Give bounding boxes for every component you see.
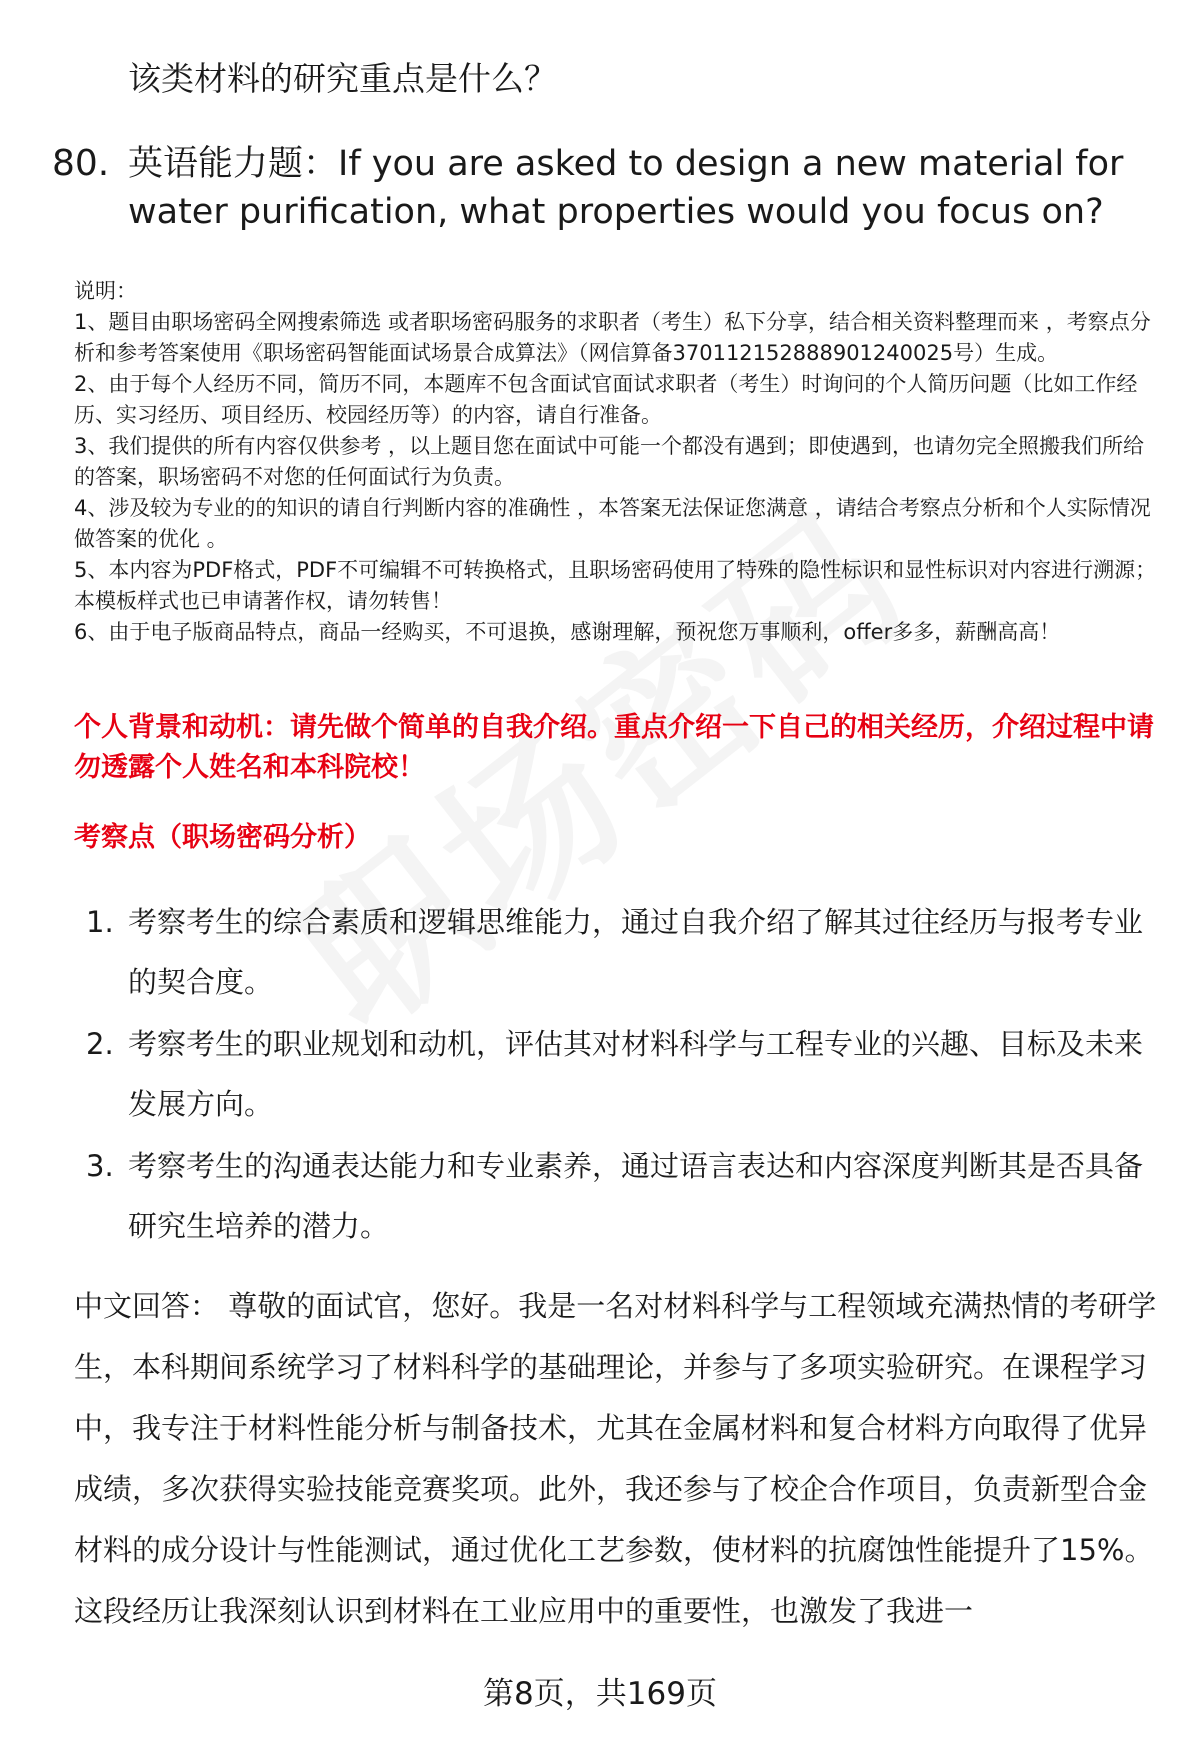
question-number: 80.	[52, 143, 110, 184]
notes-item: 3、我们提供的所有内容仅供参考 ，以上题目您在面试中可能一个都没有遇到；即使遇到，也请勿完全照搬我们所给的答案，职场密码不对您的任何面试行为负责。	[74, 434, 1145, 489]
answer-paragraph	[74, 1276, 1164, 1642]
answer-text: 尊敬的面试官，您好。我是一名对材料科学与工程领域充满热情的考研学生，本科期间系统学习了材料科学的基础理论，并参与了多项实验研究。在课程学习中，我专注于材料性能分析与制备技术，尤其在金属材料和复合材料方向取得了优异成绩，多次获得实验技能竞赛奖项。此外，我还参与了校企合作项目，负责新型合金材料的成分设计与性能测试，通过优化工艺参数，使材料的抗腐蚀性能提升了15%。这段经历让我深刻认识到材料在工业应用中的重要性，也激发了我进一	[74, 1289, 1157, 1628]
point-text: 考察考生的综合素质和逻辑思维能力，通过自我介绍了解其过往经历与报考专业的契合度。	[128, 905, 1144, 999]
analysis-point	[86, 1014, 1166, 1134]
point-number: 1.	[86, 905, 114, 939]
point-number: 2.	[86, 1027, 114, 1061]
analysis-heading: 考察点（职场密码分析）	[74, 822, 371, 853]
notes-item: 1、题目由职场密码全网搜索筛选 或者职场密码服务的求职者（考生）私下分享，结合相关资料整理而来 ，考察点分析和参考答案使用《职场密码智能面试场景合成算法》（网信算备370112152888901240025号）生成。	[74, 310, 1151, 365]
point-text: 考察考生的沟通表达能力和专业素养，通过语言表达和内容深度判断其是否具备研究生培养的潜力。	[128, 1149, 1144, 1243]
analysis-point	[86, 1136, 1166, 1256]
notes-item: 6、由于电子版商品特点，商品一经购买，不可退换，感谢理解，预祝您万事顺利，offer多多，薪酬高高！	[74, 620, 1061, 644]
analysis-point	[86, 892, 1166, 1012]
notes-item: 5、本内容为PDF格式，PDF不可编辑不可转换格式，且职场密码使用了特殊的隐性标识和显性标识对内容进行溯源；本模板样式也已申请著作权，请勿转售！	[74, 558, 1157, 613]
question-heading: 个人背景和动机：请先做个简单的自我介绍。重点介绍一下自己的相关经历，介绍过程中请勿透露个人姓名和本科院校！	[74, 712, 1154, 783]
page-footer: 第8页，共169页	[483, 1676, 717, 1712]
point-text: 考察考生的职业规划和动机，评估其对材料科学与工程专业的兴趣、目标及未来发展方向。	[128, 1027, 1144, 1121]
answer-label: 中文回答：	[74, 1289, 220, 1323]
question-text: 英语能力题：If you are asked to design a new material for water purification, what properties would you focus on?	[128, 144, 1124, 232]
notes-item: 4、涉及较为专业的的知识的请自行判断内容的准确性 ，本答案无法保证您满意 ，请结合考察点分析和个人实际情况做答案的优化 。	[74, 496, 1151, 551]
notes-section	[74, 276, 1164, 648]
analysis-points	[86, 892, 1166, 1258]
notes-title: 说明：	[74, 279, 137, 303]
question-tail: 该类材料的研究重点是什么？	[128, 59, 557, 98]
point-number: 3.	[86, 1149, 114, 1183]
notes-item: 2、由于每个人经历不同，简历不同，本题库不包含面试官面试求职者（考生）时询问的个人简历问题（比如工作经历、实习经历、项目经历、校园经历等）的内容，请自行准备。	[74, 372, 1138, 427]
